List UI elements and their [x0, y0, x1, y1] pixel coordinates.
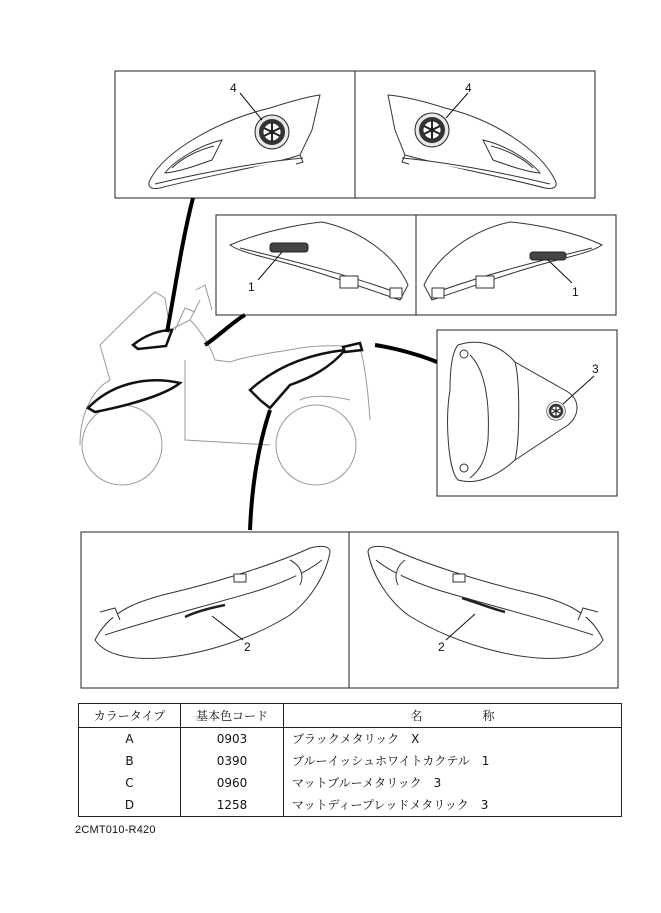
header-name-a: 名: [410, 708, 423, 723]
table-header-row: [79, 704, 622, 728]
tuning-fork-logo-seat: [547, 402, 566, 421]
callout-4-left: 4: [230, 81, 237, 95]
cell-color-type: A: [79, 728, 181, 751]
cell-name: ブルーイッシュホワイトカクテル 1: [284, 750, 622, 772]
cell-name: ブラックメタリック X: [284, 728, 622, 751]
side-cover-right: [368, 546, 603, 658]
cell-color-type: B: [79, 750, 181, 772]
table-row: [79, 772, 622, 794]
callout-2-right: 2: [438, 640, 445, 654]
header-color-type: カラータイプ: [79, 704, 181, 728]
cell-code: 0960: [181, 772, 284, 794]
callout-1-left: 1: [248, 280, 255, 294]
callout-3: 3: [592, 362, 599, 376]
scooter-highlighted-panels: [88, 330, 362, 412]
callout-1-right: 1: [572, 285, 579, 299]
callout-4-right: 4: [465, 81, 472, 95]
tuning-fork-logo-left: [255, 115, 289, 149]
side-cover-left: [95, 546, 330, 658]
emblem-box: [216, 215, 616, 315]
seat-cover-box: [437, 330, 617, 496]
front-panel-box: [115, 71, 595, 198]
cell-code: 0390: [181, 750, 284, 772]
table-row: [79, 728, 622, 751]
leader-line-1-right: [548, 260, 572, 283]
table-row: [79, 750, 622, 772]
emblem-panel-left: [230, 222, 408, 300]
callout-2-left: 2: [244, 640, 251, 654]
document-code: 2CMT010-R420: [75, 824, 156, 836]
cell-code: 0903: [181, 728, 284, 751]
header-name: [284, 704, 622, 728]
header-base-color-code: 基本色コード: [181, 704, 284, 728]
cell-color-type: D: [79, 794, 181, 817]
header-name-b: 称: [482, 708, 495, 723]
cell-name: マットブルーメタリック 3: [284, 772, 622, 794]
cell-color-type: C: [79, 772, 181, 794]
front-panel-right: [388, 95, 556, 189]
cell-code: 1258: [181, 794, 284, 817]
leader-line-3: [563, 376, 594, 404]
cell-name: マットディープレッドメタリック 3: [284, 794, 622, 817]
front-panel-left: [149, 95, 320, 189]
tuning-fork-logo-right: [415, 113, 449, 147]
color-code-table: [78, 703, 622, 817]
side-cover-box: [81, 532, 618, 688]
table-row: [79, 794, 622, 817]
